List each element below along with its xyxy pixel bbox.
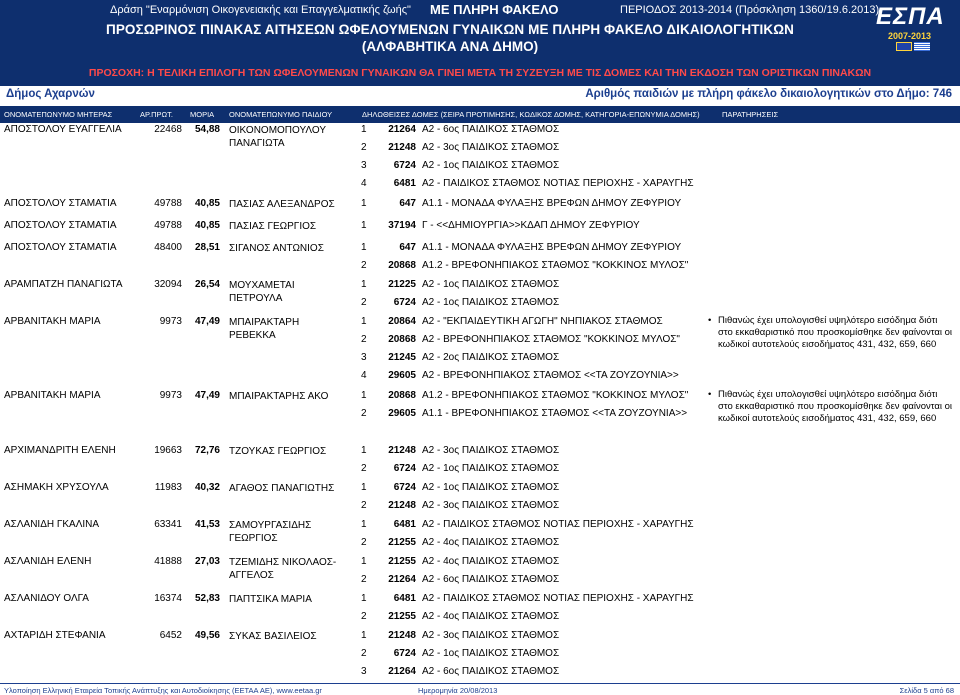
- mother-name: ΑΣΛΑΝΙΔΟΥ ΟΛΓΑ: [4, 593, 89, 604]
- child-name: ΣΙΓΑΝΟΣ ΑΝΤΩΝΙΟΣ: [229, 243, 324, 254]
- document-title: ΠΡΟΣΩΡΙΝΟΣ ΠΙΝΑΚΑΣ ΑΙΤΗΣΕΩΝ ΩΦΕΛΟΥΜΕΝΩΝ ΓΥΝΑΙΚΩΝ ΜΕ ΠΛΗΡΗ ΦΑΚΕΛΟ ΔΙΚΑΙΟΛΟΓΗΤΙΚΩΝ: [105, 22, 795, 37]
- protocol-number: 22468: [154, 124, 182, 135]
- preference-order: 1: [361, 316, 367, 327]
- child-name: ΤΖΟΥΚΑΣ ΓΕΩΡΓΙΟΣ: [229, 446, 327, 457]
- espa-logo: [870, 3, 954, 51]
- child-name: ΠΑΣΙΑΣ ΓΕΩΡΓΙΟΣ: [229, 221, 317, 232]
- preference-item: [0, 482, 720, 498]
- structure-name: Α2 - 2ος ΠΑΙΔΙΚΟΣ ΣΤΑΘΜΟΣ: [422, 352, 560, 363]
- mother-name: ΑΠΟΣΤΟΛΟΥ ΣΤΑΜΑΤΙΑ: [4, 198, 117, 209]
- structure-code: 6724: [393, 297, 416, 308]
- preference-item: [0, 297, 720, 313]
- structure-name: Α2 - 4ος ΠΑΙΔΙΚΟΣ ΣΤΑΘΜΟΣ: [422, 556, 560, 567]
- col-structures: ΔΗΛΩΘΕΙΣΕΣ ΔΟΜΕΣ (ΣΕΙΡΑ ΠΡΟΤΙΜΗΣΗΣ, ΚΩΔΙΚΟΣ ΔΟΜΗΣ, ΚΑΤΗΓΟΡΙΑ-ΕΠΩΝΥΜΙΑ ΔΟΜΗΣ): [362, 110, 700, 119]
- footer-credit: Υλοποίηση Ελληνική Εταιρεία Τοπικής Ανάπτυξης και Αυτοδιοίκησης (ΕΕΤΑΑ ΑΕ), www.eetaa.gr: [4, 686, 322, 695]
- municipality-name: Δήμος Αχαρνών: [6, 88, 95, 100]
- preference-item: [0, 648, 720, 664]
- structure-code: 29605: [388, 370, 416, 381]
- mother-name: ΑΣΗΜΑΚΗ ΧΡΥΣΟΥΛΑ: [4, 482, 109, 493]
- mother-name: ΑΡΒΑΝΙΤΑΚΗ ΜΑΡΙΑ: [4, 390, 101, 401]
- preference-order: 2: [361, 537, 367, 548]
- structure-code: 21264: [388, 666, 416, 677]
- structure-name: Α2 - ΠΑΙΔΙΚΟΣ ΣΤΑΘΜΟΣ ΝΟΤΙΑΣ ΠΕΡΙΟΧΗΣ - ΧΑΡΑΥΓΗΣ: [422, 593, 694, 604]
- mother-name: ΑΠΟΣΤΟΛΟΥ ΣΤΑΜΑΤΙΑ: [4, 242, 117, 253]
- preference-order: 1: [361, 630, 367, 641]
- period-label: ΠΕΡΙΟΔΟΣ 2013-2014 (Πρόσκληση 1360/19.6.2013): [620, 4, 880, 16]
- preference-order: 1: [361, 198, 367, 209]
- structure-code: 21255: [388, 537, 416, 548]
- preference-order: 2: [361, 500, 367, 511]
- flags: [896, 42, 930, 51]
- structure-code: 6724: [393, 463, 416, 474]
- protocol-number: 16374: [154, 593, 182, 604]
- preference-item: [0, 352, 720, 368]
- protocol-number: 48400: [154, 242, 182, 253]
- structure-name: Α2 - 6ος ΠΑΙΔΙΚΟΣ ΣΤΑΘΜΟΣ: [422, 666, 560, 677]
- structure-code: 21248: [388, 500, 416, 511]
- structure-code: 21245: [388, 352, 416, 363]
- preference-item: [0, 316, 720, 332]
- score: 52,83: [194, 593, 220, 604]
- preference-order: 2: [361, 297, 367, 308]
- score: 41,53: [194, 519, 220, 530]
- structure-name: Α1.1 - ΒΡΕΦΟΝΗΠΙΑΚΟΣ ΣΤΑΘΜΟΣ <<ΤΑ ΖΟΥΖΟΥΝΙΑ>>: [422, 408, 688, 419]
- preference-order: 1: [361, 220, 367, 231]
- preference-order: 2: [361, 334, 367, 345]
- score: 40,85: [194, 198, 220, 209]
- structure-name: Α2 - 1ος ΠΑΙΔΙΚΟΣ ΣΤΑΘΜΟΣ: [422, 297, 560, 308]
- child-name: ΣΑΜΟΥΡΓΑΣΙΔΗΣ ΓΕΩΡΓΙΟΣ: [229, 520, 312, 544]
- child-name: ΜΟΥΧΑΜΕΤΑΙ ΠΕΤΡΟΥΛΑ: [229, 280, 295, 304]
- score: 40,32: [194, 482, 220, 493]
- logo-text: ΕΣΠΑ: [876, 3, 945, 30]
- preference-item: [0, 537, 720, 553]
- protocol-number: 9973: [159, 390, 182, 401]
- score: 26,54: [194, 279, 220, 290]
- structure-code: 21248: [388, 445, 416, 456]
- score: 47,49: [194, 316, 220, 327]
- mother-name: ΑΠΟΣΤΟΛΟΥ ΣΤΑΜΑΤΙΑ: [4, 220, 117, 231]
- structure-name: Α2 - 1ος ΠΑΙΔΙΚΟΣ ΣΤΑΘΜΟΣ: [422, 160, 560, 171]
- structure-name: Α2 - ΠΑΙΔΙΚΟΣ ΣΤΑΘΜΟΣ ΝΟΤΙΑΣ ΠΕΡΙΟΧΗΣ - ΧΑΡΑΥΓΗΣ: [422, 178, 694, 189]
- program-name: Δράση "Εναρμόνιση Οικογενειακής και Επαγγελματικής ζωής": [110, 4, 411, 16]
- preference-order: 2: [361, 463, 367, 474]
- structure-code: 21248: [388, 142, 416, 153]
- preference-order: 1: [361, 519, 367, 530]
- children-count: Αριθμός παιδιών με πλήρη φάκελο δικαιολογητικών στο Δήμο: 746: [585, 88, 952, 100]
- mother-name: ΑΡΑΜΠΑΤΖΗ ΠΑΝΑΓΙΩΤΑ: [4, 279, 123, 290]
- structure-name: Α2 - 6ος ΠΑΙΔΙΚΟΣ ΣΤΑΘΜΟΣ: [422, 574, 560, 585]
- preference-order: 1: [361, 279, 367, 290]
- protocol-number: 32094: [154, 279, 182, 290]
- structure-name: Α2 - 1ος ΠΑΙΔΙΚΟΣ ΣΤΑΘΜΟΣ: [422, 463, 560, 474]
- preference-item: [0, 445, 720, 461]
- child-name: ΠΑΣΙΑΣ ΑΛΕΞΑΝΔΡΟΣ: [229, 199, 335, 210]
- structure-name: Α2 - 1ος ΠΑΙΔΙΚΟΣ ΣΤΑΘΜΟΣ: [422, 279, 560, 290]
- structure-name: Α2 - 3ος ΠΑΙΔΙΚΟΣ ΣΤΑΘΜΟΣ: [422, 500, 560, 511]
- structure-name: Α1.1 - ΜΟΝΑΔΑ ΦΥΛΑΞΗΣ ΒΡΕΦΩΝ ΔΗΜΟΥ ΖΕΦΥΡΙΟΥ: [422, 198, 682, 209]
- score: 47,49: [194, 390, 220, 401]
- structure-code: 20868: [388, 334, 416, 345]
- structure-name: Α2 - 1ος ΠΑΙΔΙΚΟΣ ΣΤΑΘΜΟΣ: [422, 648, 560, 659]
- child-name: ΑΓΑΘΟΣ ΠΑΝΑΓΙΩΤΗΣ: [229, 483, 335, 494]
- child-name: ΤΖΕΜΙΔΗΣ ΝΙΚΟΛΑΟΣ-ΑΓΓΕΛΟΣ: [229, 557, 337, 581]
- structure-code: 20864: [388, 316, 416, 327]
- col-notes: ΠΑΡΑΤΗΡΗΣΕΙΣ: [722, 110, 779, 119]
- col-mother-name: ΟΝΟΜΑΤΕΠΩΝΥΜΟ ΜΗΤΕΡΑΣ: [4, 110, 113, 119]
- protocol-number: 49788: [154, 220, 182, 231]
- preference-item: [0, 593, 720, 609]
- structure-name: Α2 - 3ος ΠΑΙΔΙΚΟΣ ΣΤΑΘΜΟΣ: [422, 630, 560, 641]
- remark-note: • Πιθανώς έχει υπολογισθεί υψηλότερο εισόδημα διότι στο εκκαθαριστικό που προσκομίσθηκε δεν φαίνονται οι κωδικοί αυτοτελούς εισοδήματος 431, 432, 659, 660: [718, 389, 954, 425]
- col-protocol: ΑΡ.ΠΡΩΤ.: [140, 110, 173, 119]
- child-name: ΜΠΑΙΡΑΚΤΑΡΗ ΡΕΒΕΚΚΑ: [229, 317, 300, 341]
- preference-order: 3: [361, 160, 367, 171]
- structure-name: Γ - <<ΔΗΜΙΟΥΡΓΙΑ>>ΚΔΑΠ ΔΗΜΟΥ ΖΕΦΥΡΙΟΥ: [422, 220, 640, 231]
- structure-name: Α2 - 3ος ΠΑΙΔΙΚΟΣ ΣΤΑΘΜΟΣ: [422, 142, 560, 153]
- preference-order: 1: [361, 482, 367, 493]
- protocol-number: 19663: [154, 445, 182, 456]
- preference-item: [0, 574, 720, 590]
- preference-order: 2: [361, 574, 367, 585]
- structure-code: 21255: [388, 611, 416, 622]
- protocol-number: 9973: [159, 316, 182, 327]
- structure-code: 37194: [388, 220, 416, 231]
- protocol-number: 63341: [154, 519, 182, 530]
- structure-code: 21264: [388, 124, 416, 135]
- score: 54,88: [194, 124, 220, 135]
- preference-item: [0, 408, 720, 424]
- structure-code: 21255: [388, 556, 416, 567]
- preference-item: [0, 519, 720, 535]
- child-name: ΜΠΑΙΡΑΚΤΑΡΗΣ ΑΚΟ: [229, 391, 329, 402]
- structure-code: 6724: [393, 648, 416, 659]
- structure-name: Α2 - 4ος ΠΑΙΔΙΚΟΣ ΣΤΑΘΜΟΣ: [422, 537, 560, 548]
- structure-name: Α2 - ΠΑΙΔΙΚΟΣ ΣΤΑΘΜΟΣ ΝΟΤΙΑΣ ΠΕΡΙΟΧΗΣ - ΧΑΡΑΥΓΗΣ: [422, 519, 694, 530]
- document-subtitle: (ΑΛΦΑΒΗΤΙΚΑ ΑΝΑ ΔΗΜΟ): [361, 39, 539, 54]
- preference-order: 1: [361, 390, 367, 401]
- preference-order: 1: [361, 124, 367, 135]
- score: 49,56: [194, 630, 220, 641]
- preference-item: [0, 178, 720, 194]
- structure-name: Α1.2 - ΒΡΕΦΟΝΗΠΙΑΚΟΣ ΣΤΑΘΜΟΣ "ΚΟΚΚΙΝΟΣ ΜΥΛΟΣ": [422, 390, 689, 401]
- preference-item: [0, 390, 720, 406]
- protocol-number: 49788: [154, 198, 182, 209]
- preference-item: [0, 220, 720, 236]
- structure-code: 647: [399, 242, 416, 253]
- score: 40,85: [194, 220, 220, 231]
- preference-item: [0, 124, 720, 140]
- footer-page: Σελίδα 5 από 68: [899, 686, 954, 695]
- preference-order: 1: [361, 445, 367, 456]
- preference-order: 1: [361, 556, 367, 567]
- preference-order: 2: [361, 408, 367, 419]
- eu-flag-icon: [896, 42, 912, 51]
- logo-years: 2007-2013: [888, 31, 932, 41]
- preference-order: 4: [361, 178, 367, 189]
- structure-code: 6481: [393, 519, 416, 530]
- structure-code: 647: [399, 198, 416, 209]
- preference-item: [0, 556, 720, 572]
- preference-item: [0, 242, 720, 258]
- structure-code: 29605: [388, 408, 416, 419]
- structure-name: Α1.2 - ΒΡΕΦΟΝΗΠΙΑΚΟΣ ΣΤΑΘΜΟΣ "ΚΟΚΚΙΝΟΣ ΜΥΛΟΣ": [422, 260, 689, 271]
- mother-name: ΑΡΒΑΝΙΤΑΚΗ ΜΑΡΙΑ: [4, 316, 101, 327]
- preference-order: 2: [361, 142, 367, 153]
- structure-name: Α2 - 4ος ΠΑΙΔΙΚΟΣ ΣΤΑΘΜΟΣ: [422, 611, 560, 622]
- score: 28,51: [194, 242, 220, 253]
- protocol-number: 41888: [154, 556, 182, 567]
- score: 27,03: [194, 556, 220, 567]
- structure-code: 21225: [388, 279, 416, 290]
- preference-item: [0, 630, 720, 646]
- column-header-row: [0, 106, 960, 123]
- preference-item: [0, 198, 720, 214]
- structure-code: 20868: [388, 390, 416, 401]
- structure-name: Α2 - 1ος ΠΑΙΔΙΚΟΣ ΣΤΑΘΜΟΣ: [422, 482, 560, 493]
- score: 72,76: [194, 445, 220, 456]
- structure-code: 21248: [388, 630, 416, 641]
- structure-code: 20868: [388, 260, 416, 271]
- structure-code: 21264: [388, 574, 416, 585]
- warning-text: ΠΡΟΣΟΧΗ: Η ΤΕΛΙΚΗ ΕΠΙΛΟΓΗ ΤΩΝ ΩΦΕΛΟΥΜΕΝΩΝ ΓΥΝΑΙΚΩΝ ΘΑ ΓΙΝΕΙ ΜΕΤΑ ΤΗ ΣΥΖΕΥΞΗ ΜΕ ΤΙΣ ΔΟΜΕΣ ΚΑΙ ΤΗΝ ΕΚΔΟΣΗ ΤΩΝ ΟΡΙΣΤΙΚΩΝ ΠΙΝΑΚΩΝ: [88, 67, 872, 79]
- preference-item: [0, 463, 720, 479]
- mother-name: ΑΣΛΑΝΙΔΗ ΕΛΕΝΗ: [4, 556, 92, 567]
- structure-code: 6481: [393, 593, 416, 604]
- mother-name: ΑΧΤΑΡΙΔΗ ΣΤΕΦΑΝΙΑ: [4, 630, 106, 641]
- mother-name: ΑΡΧΙΜΑΝΔΡΙΤΗ ΕΛΕΝΗ: [4, 445, 116, 456]
- preference-item: [0, 666, 720, 682]
- preference-item: [0, 370, 720, 386]
- structure-code: 6481: [393, 178, 416, 189]
- preference-item: [0, 142, 720, 158]
- greek-flag-icon: [914, 42, 930, 51]
- full-file-label: ΜΕ ΠΛΗΡΗ ΦΑΚΕΛΟ: [430, 2, 559, 17]
- preference-order: 4: [361, 370, 367, 381]
- preference-item: [0, 260, 720, 276]
- structure-name: Α1.1 - ΜΟΝΑΔΑ ΦΥΛΑΞΗΣ ΒΡΕΦΩΝ ΔΗΜΟΥ ΖΕΦΥΡΙΟΥ: [422, 242, 682, 253]
- structure-name: Α2 - 6ος ΠΑΙΔΙΚΟΣ ΣΤΑΘΜΟΣ: [422, 124, 560, 135]
- preference-order: 3: [361, 666, 367, 677]
- protocol-number: 6452: [159, 630, 182, 641]
- preference-order: 2: [361, 648, 367, 659]
- structure-name: Α2 - "ΕΚΠΑΙΔΕΥΤΙΚΗ ΑΓΩΓΗ" ΝΗΠΙΑΚΟΣ ΣΤΑΘΜΟΣ: [422, 316, 663, 327]
- preference-item: [0, 334, 720, 350]
- preference-item: [0, 160, 720, 176]
- structure-name: Α2 - ΒΡΕΦΟΝΗΠΙΑΚΟΣ ΣΤΑΘΜΟΣ <<ΤΑ ΖΟΥΖΟΥΝΙΑ>>: [422, 370, 679, 381]
- preference-item: [0, 500, 720, 516]
- structure-name: Α2 - 3ος ΠΑΙΔΙΚΟΣ ΣΤΑΘΜΟΣ: [422, 445, 560, 456]
- preference-order: 2: [361, 611, 367, 622]
- child-name: ΣΥΚΑΣ ΒΑΣΙΛΕΙΟΣ: [229, 631, 317, 642]
- preference-item: [0, 279, 720, 295]
- structure-code: 6724: [393, 160, 416, 171]
- preference-order: 2: [361, 260, 367, 271]
- col-score: ΜΟΡΙΑ: [190, 110, 215, 119]
- child-name: ΠΑΠΤΣΙΚΑ ΜΑΡΙΑ: [229, 594, 312, 605]
- preference-item: [0, 611, 720, 627]
- page-footer: [0, 683, 960, 695]
- preference-order: 1: [361, 593, 367, 604]
- structure-code: 6724: [393, 482, 416, 493]
- col-child-name: ΟΝΟΜΑΤΕΠΩΝΥΜΟ ΠΑΙΔΙΟΥ: [229, 110, 333, 119]
- footer-date: Ημερομηνία 20/08/2013: [418, 686, 498, 695]
- document-header: [0, 0, 960, 85]
- protocol-number: 11983: [154, 482, 182, 493]
- remark-note: • Πιθανώς έχει υπολογισθεί υψηλότερο εισόδημα διότι στο εκκαθαριστικό που προσκομίσθηκε δεν φαίνονται οι κωδικοί αυτοτελούς εισοδήματος 431, 432, 659, 660: [718, 315, 954, 351]
- preference-order: 3: [361, 352, 367, 363]
- mother-name: ΑΠΟΣΤΟΛΟΥ ΕΥΑΓΓΕΛΙΑ: [4, 124, 122, 135]
- child-name: ΟΙΚΟΝΟΜΟΠΟΥΛΟΥ ΠΑΝΑΓΙΩΤΑ: [229, 125, 326, 149]
- preference-order: 1: [361, 242, 367, 253]
- structure-name: Α2 - ΒΡΕΦΟΝΗΠΙΑΚΟΣ ΣΤΑΘΜΟΣ "ΚΟΚΚΙΝΟΣ ΜΥΛΟΣ": [422, 334, 680, 345]
- mother-name: ΑΣΛΑΝΙΔΗ ΓΚΑΛΙΝΑ: [4, 519, 100, 530]
